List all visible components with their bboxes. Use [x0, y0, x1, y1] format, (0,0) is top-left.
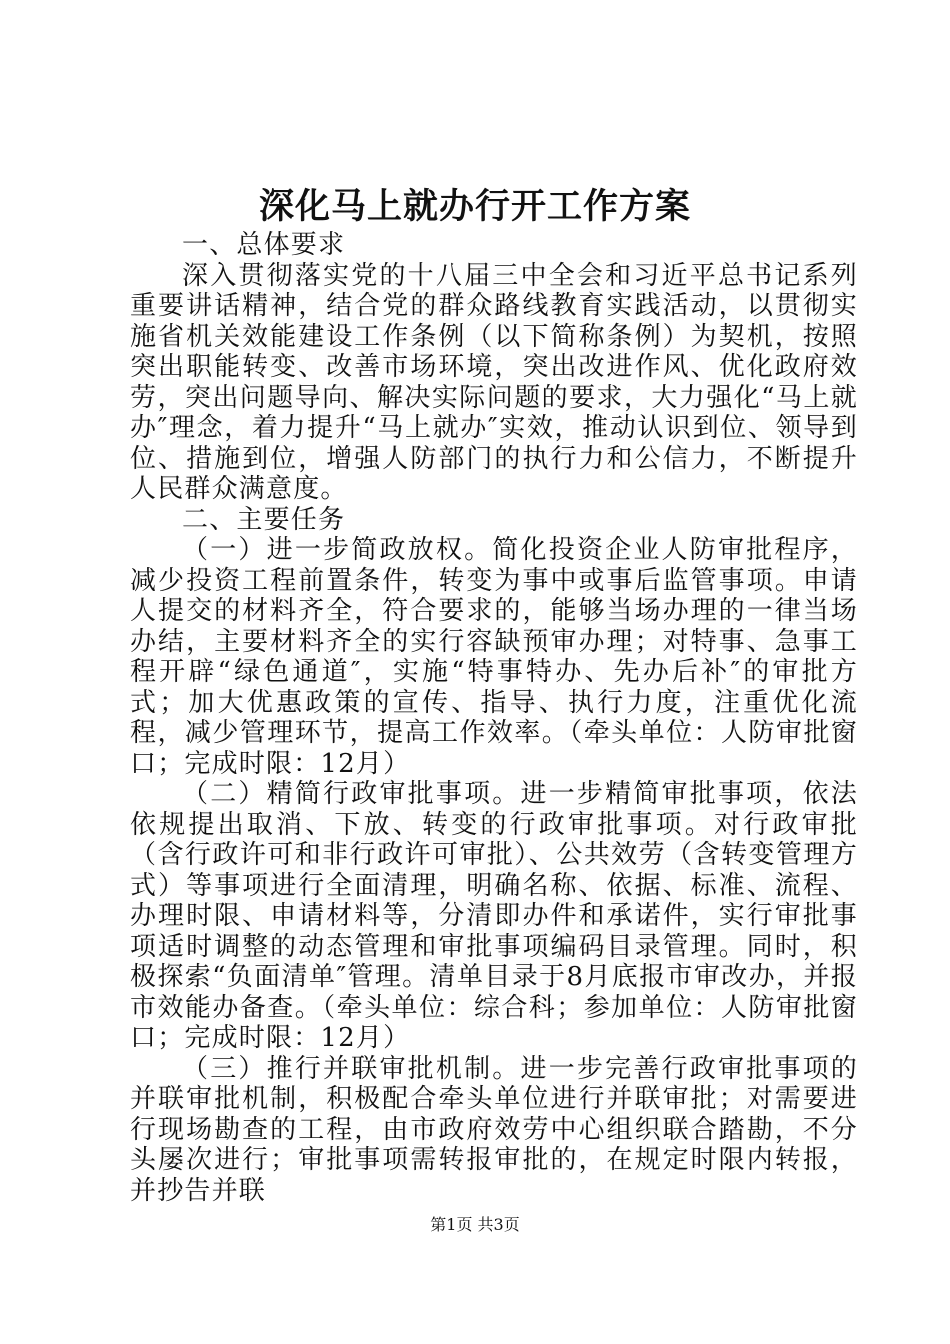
section-heading-general-requirements: 一、总体要求 [182, 230, 346, 260]
document-body [130, 230, 858, 1206]
paragraph-task-2: （二）精简行政审批事项。进一步精简审批事项，依法依规提出取消、下放、转变的行政审批事项。对行政审批（含行政许可和非行政许可审批）、公共效劳（含转变管理方式）等事项进行全面清理，明确名称、依据、标准、流程、办理时限、申请材料等，分清即办件和承诺件，实行审批事项适时调整的动态管理和审批事项编码目录管理。同时，积极探索“负面清单″管理。清单目录于8月底报市审改办，并报市效能办备查。（牵头单位：综合科；参加单位：人防审批窗口；完成时限：12月） [130, 779, 858, 1053]
paragraph-task-1: （一）进一步简政放权。简化投资企业人防审批程序，减少投资工程前置条件，转变为事中或事后监管事项。申请人提交的材料齐全，符合要求的，能够当场办理的一律当场办结，主要材料齐全的实行容缺预审办理；对特事、急事工程开辟“绿色通道″，实施“特事特办、先办后补″的审批方式；加大优惠政策的宣传、指导、执行力度，注重优化流程，减少管理环节，提高工作效率。（牵头单位：人防审批窗口；完成时限：12月） [130, 535, 858, 779]
section-heading-main-tasks: 二、主要任务 [182, 504, 346, 535]
page-footer: 第1页 共3页 [430, 1215, 520, 1234]
paragraph-general-requirements: 深入贯彻落实党的十八届三中全会和习近平总书记系列重要讲话精神，结合党的群众路线教育实践活动，以贯彻实施省机关效能建设工作条例（以下简称条例）为契机，按照突出职能转变、改善市场环境，突出改进作风、优化政府效劳，突出问题导向、解决实际问题的要求，大力强化“马上就办″理念，着力提升“马上就办″实效，推动认识到位、领导到位、措施到位，增强人防部门的执行力和公信力，不断提升人民群众满意度。 [130, 260, 858, 504]
document-title: 深化马上就办行开工作方案 [258, 186, 691, 227]
paragraph-task-3: （三）推行并联审批机制。进一步完善行政审批事项的并联审批机制，积极配合牵头单位进行并联审批；对需要进行现场勘查的工程，由市政府效劳中心组织联合踏勘，不分头屡次进行；审批事项需转报审批的，在规定时限内转报，并抄告并联 [130, 1053, 858, 1206]
